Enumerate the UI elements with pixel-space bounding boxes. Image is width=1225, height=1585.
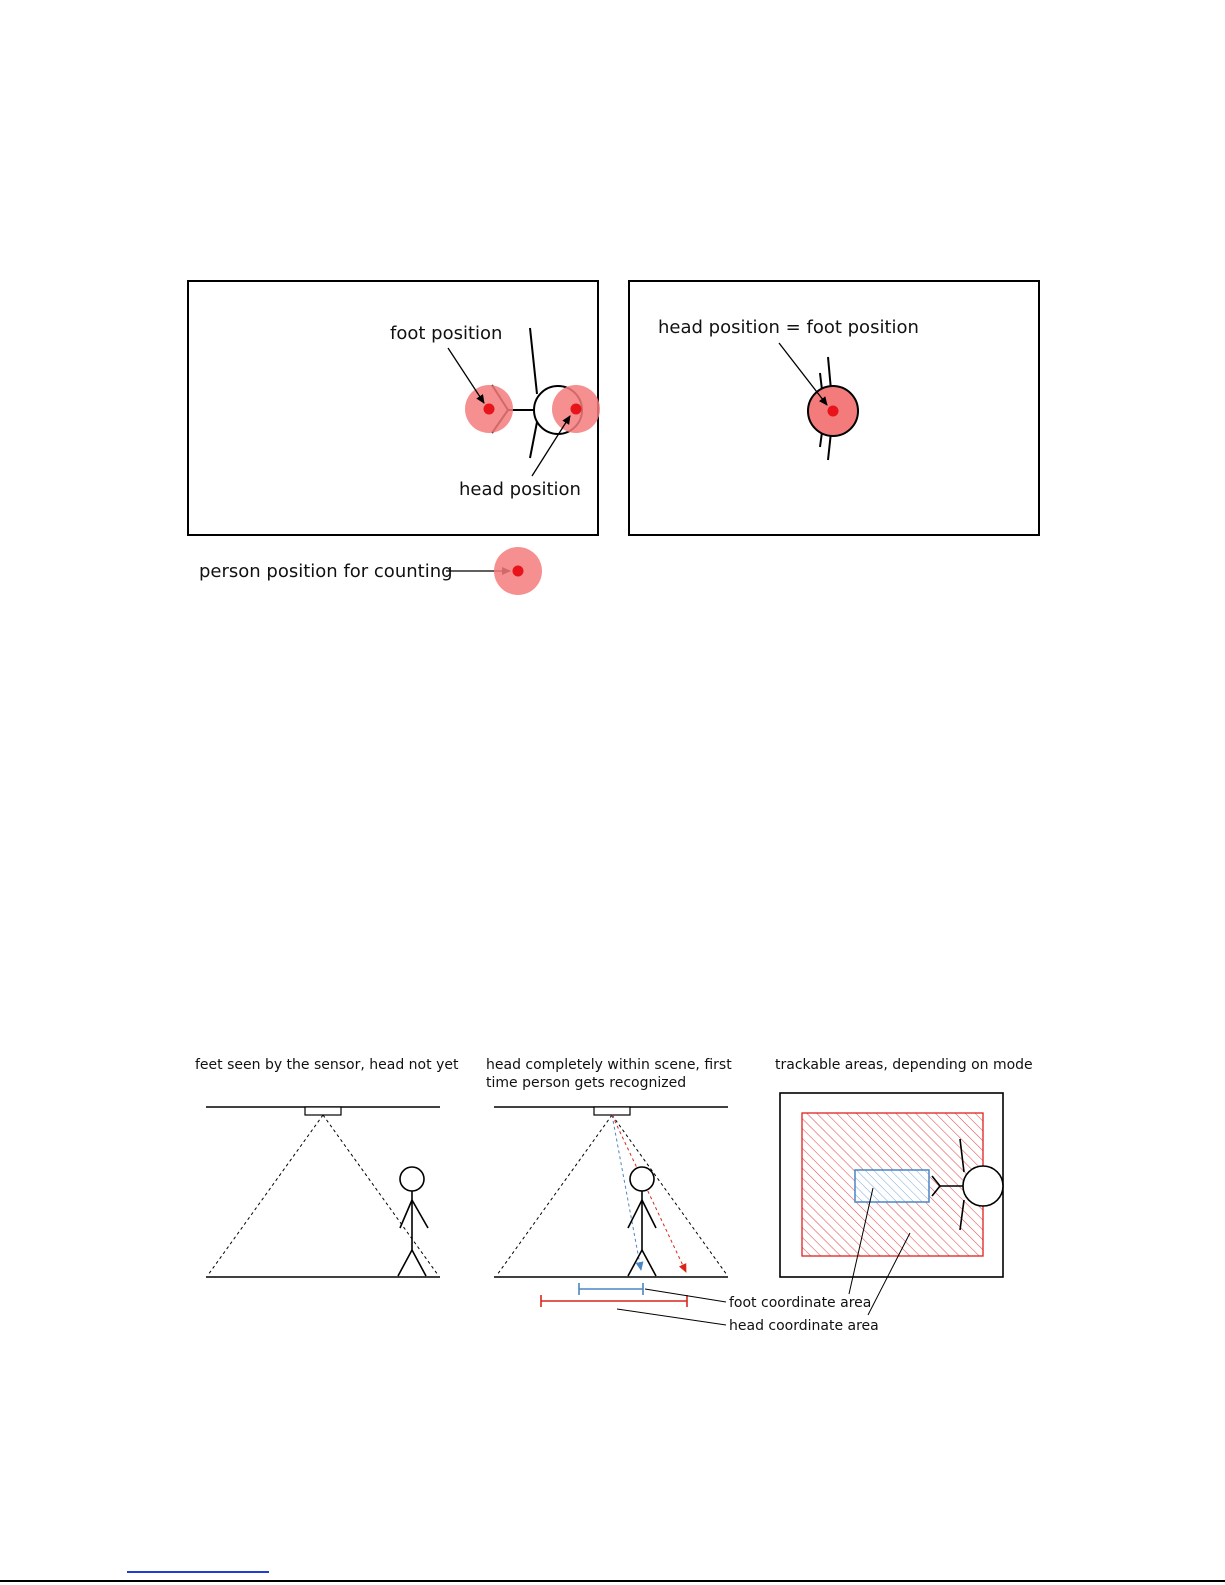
head-equals-foot-label: head position = foot position bbox=[658, 317, 919, 338]
figure-head bbox=[400, 1167, 424, 1191]
fov-right bbox=[612, 1115, 727, 1275]
foot-ray-arrow bbox=[612, 1115, 641, 1270]
figure-arm-left bbox=[628, 1200, 642, 1228]
arm-upper bbox=[828, 357, 831, 390]
panel2-title-line2: time person gets recognized bbox=[486, 1075, 687, 1091]
page-bottom-rule bbox=[0, 1580, 1225, 1582]
panel3-title: trackable areas, depending on mode bbox=[775, 1057, 1033, 1073]
figure-head bbox=[630, 1167, 654, 1191]
figure-leg-right bbox=[412, 1250, 426, 1276]
fov-left bbox=[497, 1115, 612, 1275]
foot-coordinate-area-label: foot coordinate area bbox=[729, 1295, 872, 1311]
stick-figure bbox=[398, 1167, 428, 1276]
head-coordinate-bar bbox=[541, 1295, 687, 1307]
figure-2 bbox=[195, 1057, 1033, 1334]
sensor bbox=[594, 1107, 630, 1115]
panel1-title: feet seen by the sensor, head not yet bbox=[195, 1057, 459, 1073]
panel2-title-line1: head completely within scene, first bbox=[486, 1057, 732, 1073]
head-leader-left bbox=[617, 1309, 726, 1325]
foot-coordinate-bar bbox=[579, 1283, 643, 1295]
legend bbox=[199, 547, 542, 595]
figure-leg-right bbox=[642, 1250, 656, 1276]
panel-offset-person bbox=[188, 281, 600, 535]
panel-aligned-person bbox=[629, 281, 1039, 535]
side-view-head-recognized bbox=[486, 1057, 732, 1307]
legend-label: person position for counting bbox=[199, 561, 453, 582]
foot-pointer-arrow bbox=[448, 348, 484, 403]
head-coordinate-area-label: head coordinate area bbox=[729, 1318, 879, 1334]
head-position-label: head position bbox=[459, 479, 581, 500]
footnote-link-underline[interactable] bbox=[127, 1571, 269, 1573]
figure-leg-left bbox=[398, 1250, 412, 1276]
head-ray-arrow bbox=[612, 1115, 686, 1272]
arm-lower bbox=[530, 422, 537, 458]
top-view-person bbox=[808, 357, 858, 460]
figure-arm-left bbox=[400, 1200, 412, 1228]
foot-position-label: foot position bbox=[390, 323, 503, 344]
head-circle bbox=[963, 1166, 1003, 1206]
head-dot bbox=[571, 404, 582, 415]
sensor bbox=[305, 1107, 341, 1115]
legend-dot bbox=[513, 566, 524, 577]
fov-right bbox=[323, 1115, 438, 1275]
foot-leader-left bbox=[645, 1289, 726, 1302]
foot-dot bbox=[484, 404, 495, 415]
foot-trackable-area bbox=[855, 1170, 929, 1202]
leg-upper bbox=[820, 373, 822, 390]
fov-left bbox=[208, 1115, 323, 1275]
position-dot bbox=[828, 406, 839, 417]
figure-1 bbox=[188, 281, 1039, 595]
figure-arm-right bbox=[412, 1200, 428, 1228]
side-view-feet-only bbox=[195, 1057, 459, 1277]
arm-upper bbox=[530, 328, 537, 394]
